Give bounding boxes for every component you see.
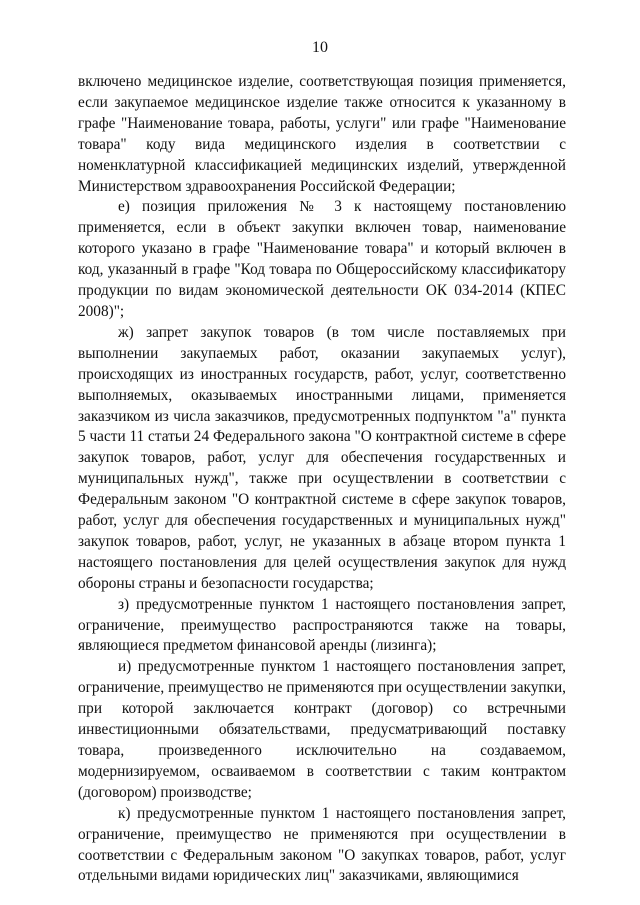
paragraph-item-z: з) предусмотренные пунктом 1 настоящего постановления запрет, ограничение, преимущество распространяются также на товары, являющиеся предметом финансовой аренды (лизинга); bbox=[78, 595, 566, 655]
paragraph-item-e: е) позиция приложения № 3 к настоящему постановлению применяется, если в объект закупки включен товар, наименование которого указано в графе "Наименование товара" и который включен в код, указанный в графе "Код товара по Общероссийскому классификатору продукции по видам экономической деятельности ОК 034-2014 (КПЕС 2008)"; bbox=[78, 198, 566, 320]
page-number: 10 bbox=[312, 39, 328, 56]
paragraph-item-k: к) предусмотренные пунктом 1 настоящего постановления запрет, ограничение, преимущество не применяются при осуществлении в соответствии с Федеральным законом "О закупках товаров, работ, услуг отдельными видами юридических лиц" заказчиками, являющимися bbox=[78, 804, 566, 885]
paragraph-continuation: включено медицинское изделие, соответствующая позиция применяется, если закупаемое медицинское изделие также относится к указанному в графе "Наименование товара, работы, услуги" или графе "Наименование товара" коду вида медицинского изделия в соответствии с номенклатурной классификацией медицинских изделий, утвержденной Министерством здравоохранения Российской Федерации; bbox=[78, 73, 566, 195]
paragraph-item-zh: ж) запрет закупок товаров (в том числе поставляемых при выполнении закупаемых работ, оказании закупаемых услуг), происходящих из иностранных государств, работ, услуг, соответственно выполняемых, оказываемых иностранными лицами, применяется заказчиком из числа заказчиков, предусмотренных подпунктом "а" пункта 5 части 11 статьи 24 Федерального закона "О контрактной системе в сфере закупок товаров, работ, услуг для обеспечения государственных и муниципальных нужд", также при осуществлении в соответствии с Федеральным законом "О контрактной системе в сфере закупок товаров, работ, услуг для обеспечения государственных и муниципальных нужд" закупок товаров, работ, услуг, не указанных в абзаце втором пункта 1 настоящего постановления для целей осуществления закупок для нужд обороны страны и безопасности государства; bbox=[78, 323, 566, 592]
paragraph-item-i: и) предусмотренные пунктом 1 настоящего постановления запрет, ограничение, преимущество не применяются при осуществлении закупки, при которой заключается контракт (договор) со встречными инвестиционными обязательствами, предусматривающий поставку товара, произведенного исключительно на создаваемом, модернизируемом, осваиваемом в соответствии с таким контрактом (договором) производстве; bbox=[78, 658, 566, 801]
document-body bbox=[78, 72, 566, 887]
